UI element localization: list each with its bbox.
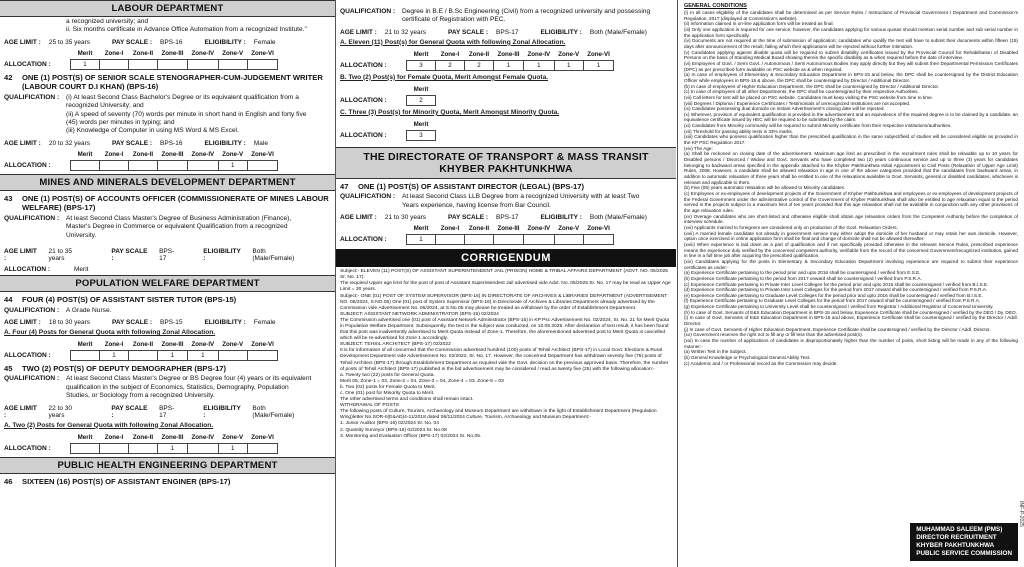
allocation-table-45: ALLOCATION : Merit Zone-I Zone-II Zone-III Zone-IV Zone-V Zone-VI 1 1 bbox=[4, 432, 331, 454]
zone-header: Zone-IV bbox=[191, 49, 215, 57]
zone-cell bbox=[188, 59, 219, 69]
zone-cell: 2 bbox=[465, 60, 494, 70]
post-42-qualification: QUALIFICATION : (i) At least Second Class Bachelor's Degree or its equivalent qualification from a recognized University; and (ii) A speed of seventy (70) words per minute in short hand in English and forty five (45) words per minutes in typing; and (iii) Knowledge of Computer in using MS Word & MS Excel. bbox=[4, 93, 307, 135]
zone-header: Zone-II bbox=[468, 225, 490, 233]
allocation-table-46b: ALLOCATION : Merit 2 bbox=[340, 84, 672, 106]
zone-cell: 1 bbox=[524, 60, 555, 70]
zone-cell bbox=[129, 443, 158, 453]
post-43-meta: AGE LIMIT : 21 to 35 years PAY SCALE : BPS-17 ELIGIBILITY : Both (Male/Female) bbox=[4, 248, 295, 263]
corrigendum-body: Subject:- ELEVEN (11) POST(S) OF ASSISTANT SUPERINTENDENT JAIL (PRISON) HOME & TRIBAL AFFAIRS DEPARTMENT (ADVT. NO. 05/2025 Sr. No. 17). The required Upper age limit for the post of post of Assistant Superintendent Jail advertised vide Advt. No. 05/2025 Sr. No. 17 may be read as Upper Age Limit = 30 years. Subject:- ONE (01) POST OF SYSTEM SUPERVISOR (BPS-16) IN DIRECTORATE OF ARCHIVES & LIBRARIES DEPARTMENT (ADVERTISEMENT NO. 06/2024, S.NO.05) One (01) post of System Supervisor (BPS-16) in Directorate of Archives & Libraries Department already advertised by the Commission vide Advertisement No. 06/2024, at S.No.05 may please be treated as withdrawn by the order of Establishment Department. SUBJECT: ASSISTANT NETWORK ADMINISTRATOR (BPS-15) 02/2024 The Commission advertised one (01) post of Assistant Network Administrator (BPS-15) in KP Psc Advertisement No. 02/2024, Sr. No. 21 for Merit Quota in Population Welfare Department. Subsequently, the test in the subject was conducted, on 10.09.2025. After declaration of test result, it has been found that this post was inadvertently advertised to Merit Quota instead of Zone-1. Therefore, the aforementioned advertised post to Merit Quota is cancelled which will be re-advertised for Zone 1 accordingly. SUBJECT: TEHSIL ARCHITECT (BPS-17) 02/2022 It is for information of all concerned that the Commission advertised hundred (100) posts of Tehsil Architect (BPS-17) in Local Govt. Elections & Rural Development Department vide Advertisement No. 02/2022, Sr. No. 17. However, the concerned Department has withdrawn seventy five (75) posts of Tehsil Architect (BPS-17) through Establishment Department as required vide the Govt. decision on the previous approved basis. Therefore, the number of posts of Tehsil Architect (BPS-17) published in the bid advertisement may be considered / read as twenty five (25) with the following allocation:- a. Twenty two (22) posts for General Quota. Merit 05, Zone-1 = 03, Zone-2 = 04, Zone-3 = 04, Zone-4 = 03, Zone-5 = 03 b. Two (02) posts for Female Quota to Merit. c. One (01) post for Minority Quota to Merit. The other advertised terms and conditions shall remain intact. WITHDRAWAL OF POSTS The following posts of Culture, Tourism, Archaeology and Museum Department are withdrawn in the light of Establishment Department (Regulation Wing)letter No.SOR-II(E&AD)4-11/2018 dated 06/11/2024 Culture, Tourism, Archaeology and Museum Department:- 1. Junior Auditor (BPS-16) 02/2024 Sr. No. 04 2. Quantity Surveyor (BPS-16) 02/2024 Sr. No.08 3. Monitoring and Evaluation Officer (BPS-17) 02/2024 Sr. No.05. bbox=[340, 269, 671, 439]
post-45-subquota: A. Two (2) Posts for General Quota with following Zonal Allocation. bbox=[4, 421, 214, 429]
zone-cell bbox=[247, 59, 278, 69]
zone-header: Zone-IV bbox=[191, 433, 215, 441]
zone-cell bbox=[218, 59, 247, 69]
zone-header: Zone-V bbox=[222, 340, 244, 348]
corrigendum-heading: CORRIGENDUM bbox=[336, 249, 676, 267]
post-45-meta: AGE LIMIT : 22 to 30 years PAY SCALE : BPS-17 ELIGIBILITY : Both (Male/Female) bbox=[4, 404, 295, 419]
zone-header: Zone-VI bbox=[587, 225, 610, 233]
zone-cell: 1 bbox=[71, 59, 100, 69]
zone-cell bbox=[436, 235, 465, 245]
zone-cell bbox=[494, 235, 524, 245]
zone-cell bbox=[129, 350, 158, 360]
zone-header: Zone-III bbox=[161, 150, 184, 158]
zone-cell bbox=[247, 160, 278, 170]
zone-cell: 1 bbox=[158, 350, 188, 360]
post-44-title: 44 FOUR (4) POST(S) OF ASSISTANT SISTER TUTOR (BPS-15) bbox=[4, 295, 237, 305]
zone-cell: 1 bbox=[188, 350, 219, 360]
zone-header: Zone-IV bbox=[191, 340, 215, 348]
post-47-meta: AGE LIMIT : 21 to 30 years PAY SCALE : BPS-17 ELIGIBILITY : Both (Male/Female) bbox=[340, 214, 647, 222]
zone-header: Zone-I bbox=[104, 433, 124, 441]
post-46-title: 46 SIXTEEN (16) POST(S) OF ASSISTANT ENGINER (BPS-17) bbox=[4, 476, 231, 486]
allocation-table-44: ALLOCATION : Merit Zone-I Zone-II Zone-III Zone-IV Zone-V Zone-VI 1 1 1 bbox=[4, 339, 331, 361]
zone-header: Merit bbox=[413, 225, 429, 233]
zone-cell: 2 bbox=[436, 60, 465, 70]
zone-cell bbox=[188, 160, 219, 170]
public-health-department-heading: PUBLIC HEALTH ENGINEERING DEPARTMENT bbox=[0, 457, 335, 474]
zone-header: Zone-IV bbox=[527, 50, 551, 58]
column-left bbox=[0, 0, 335, 567]
zone-cell bbox=[129, 59, 158, 69]
general-conditions-heading: GENERAL CONDITIONS bbox=[684, 3, 747, 9]
zone-header: Zone-I bbox=[440, 50, 460, 58]
zone-header: Zone-III bbox=[161, 340, 184, 348]
zone-header: Zone-I bbox=[440, 225, 460, 233]
zone-cell bbox=[71, 160, 100, 170]
post-46-meta: AGE LIMIT : 21 to 32 years PAY SCALE : BPS-17 ELIGIBILITY : Both (Male/Female) bbox=[340, 28, 647, 36]
transport-directorate-heading: THE DIRECTORATE OF TRANSPORT & MASS TRANSIT KHYBER PAKHTUNKHWA bbox=[336, 147, 676, 179]
mines-department-heading: MINES AND MINERALS DEVELOPMENT DEPARTMENT bbox=[0, 174, 335, 191]
post-47-qualification: QUALIFICATION : At least Second Class LLB Degree from a recognized University with at least Two Years experience, having license from Bar Council. bbox=[340, 193, 640, 209]
zone-cell bbox=[100, 443, 129, 453]
signature-block: MUHAMMAD SALEEM (PMS) DIRECTOR RECRUITMENT KHYBER PAKHTUNKHWA PUBLIC SERVICE COMMISSION bbox=[910, 523, 1018, 561]
zone-header: Zone-II bbox=[468, 50, 490, 58]
general-conditions-body: (i) In all cases eligibility of the candidates shall be determined as per Service Rules / Instructions of Provincial Government / Department and Commission's Regulation, 2017 (displayed at Commission's website). (ii) Information claimed in on-line application form will be treated as final. (iii) Only one application is required for one service; however, the candidates applying for various quotas should mention serial number and sub serial number in the application form specifically. (iv) Documents are not required at the time of submission of application; candidates who qualify the test will have to submit their documents within fifteen (15) days after announcement of the result, failing which their applications will be rejected without further intimation. (v) Candidates applying against disable quota will be required to submit disability certificates issued by the Provincial Council for Rehabilitation of Disabled Persons on the basis of Standing Medical Board showing therein the specific disability as & when required before the date of interview. (vi) Employees of Govt. / Semi Govt. / Autonomous / Semi Autonomous Bodies may apply directly but they will submit their Departmental Permission Certificates (DPC) as per prescribed form available on PSC website as & when required. (a) In case of employees of Elementary & Secondary Education Department in BPS-15 and below, the DPC shall be countersigned by the District Education Officer while employees in BPS-16 & above, the DPC shall be countersigned by Director / Additional Director. (b) In case of employees of Higher Education Department, the DPC shall be countersigned by Director / Additional Director. (c) In case of employees of all other Departments, the DPC shall be countersigned by their respective Authorities. (vii) Call letters for test will be placed on PSC website. Candidates must keep visiting the PSC website from time to time. (viii) Degrees / Diploma / Experience Certificates / Testimonials of unrecognized Institutions are not accepted. (ix) Candidates possessing dual domicile on instant Advertisement's closing date will be rejected. (x) Wherever, provision of equivalent qualification is provided in the advertisement and an equivalence of the required degree is to be claimed by a candidate, an equivalence certificate issued by HEC will be required to be submitted by the claim. (xi) Candidates from Minority community will be required to submit Minority certificate from their respective institutions/authorities. (xii) Threshold for passing ability tests is 33% marks. (xiii) Candidates who possess qualification higher than the prescribed qualification in the same subject/field of studies will be considered eligible as provided in the KP PSC Regulation 2017. (xiv) The Age: (a) Shall be reckoned on closing date of the advertisement. Maximum age limit as prescribed in the recruitment rules shall be relaxable up to 10 years for Disabled persons / Divorced / Widow and Govt. Servants who have completed two (2) years continuous service and up to three (3) years for candidates belonging to backward areas specified in the appendix attached to the Khyber Pakhtunkhwa Initial Appointment to Civil Posts (Relaxation of Upper Age Limit) Rules, 2008. However, a candidate shall be allowed relaxation in age in one of the above categories provided that the candidates from backward areas, in addition to automatic relaxation of three years shall be entitled to one of the relaxations available to Govt. Servants, general or disabled candidates, whichever is relevant and applicable to them. (b) Five (05) years automatic relaxation will be allowed to Minority candidates. (c) Employees or ex-employees of development projects of the Government of Khyber Pakhtunkhwa and employees or ex-employees of development projects of the Federal Government under the administrative control of the Government of Khyber Pakhtunkhwa shall also be entitled to age relaxation equal to the period served in the projects subject to a maximum limit of ten years provided that this age relaxation shall not be available in conjunction with any other provisions of the age relaxation rules. (xv) Overage candidates who are short-listed and otherwise eligible shall obtain age relaxation orders from the Competent Authority before the completion of interview schedule. (xvi) Applicants married to foreigners are considered only on production of the Govt. Relaxation Orders. (xvii) A married female candidate not already in government service may either adopt the domicile of her husband or may retain her own domicile. However, option once exercised in online application form shall be final and change of domicile shall not be allowed thereafter. (xviii) When experience is laid down as a part of qualification and if not specifically provided otherwise in the relevant Service Rules, prescribed experience means the experience duly verified by the concerned competent authority, verifiable from the record of the concerned Government/recognized institution, gained in line in a full time job after acquiring the prescribed qualification. (xix) Candidates applying for the posts in Elementary & Secondary Education Department involving experience are required to submit their experience certificates as under:- (a) Experience Certificate pertaining to the period prior and upto 2016 shall be countersigned / verified from E.S.E. (b) Experience Certificate pertaining to the period from 2017 onward shall be countersigned / verified from P.S.R.A. (c) Experience Certificate pertaining to Private Inter Level Colleges for the period prior and upto 2016 shall be countersigned / verified from B.I.S.E. (d) Experience Certificate pertaining to Private Inter Level Colleges for the period from 2017 onward shall be countersigned / verified from P.S.R.A. (e) Experience Certificate pertaining to Graduate Level Colleges for the period prior and upto 2016 shall be countersigned / verified from B.I.S.E. (f) Experience Certificate pertaining to Graduate Level Colleges for the period from 2017 onward shall be countersigned / verified from P.S.R.A. (g) Experience Certificate pertaining to University Level shall be countersigned / verified from Registrar / Additional Registrar of Concerned University. (h) In case of Govt. Servants of E&S Education Department in BPS-15 and below, Experience Certificate shall be countersigned / verified by the DEO / Dy. DEO. (i) In case of Govt. Servants of E&S Education Department in BPS-16 and above, Experience Certificate shall be countersigned / verified by the Director / Addl. Director. (j) In case of Govt. Servants of Higher Education Department, Experience Certificate shall be countersigned / verified by the Director / Addl. Director. (xx) Government reserves the right not to fill any or fill less than the advertised post(s). (xxi) In case the number of applications of candidates is disproportionately higher than the number of posts, short listing will be made in any of the following manner:- (a) Written Test in the Subject. (b) General Knowledge or Psychological General Ability Test. (c) Academic and / or Professional record as the Commission may decide. bbox=[684, 10, 1018, 366]
zone-header: Zone-V bbox=[558, 50, 580, 58]
zone-header: Zone-I bbox=[104, 49, 124, 57]
zone-cell: 1 bbox=[407, 235, 436, 245]
zone-header: Zone-VI bbox=[251, 433, 274, 441]
zone-cell bbox=[247, 443, 278, 453]
zone-header: Zone-III bbox=[161, 49, 184, 57]
zone-header: Zone-VI bbox=[251, 340, 274, 348]
zone-header: Zone-VI bbox=[251, 49, 274, 57]
zone-header: Zone-II bbox=[132, 433, 154, 441]
zone-header: Merit bbox=[77, 340, 93, 348]
post-44-subquota: A. Four (4) Posts for General Quota with following Zonal Allocation. bbox=[4, 328, 216, 336]
post-43-title: 43 ONE (1) POST(S) OF ACCOUNTS OFFICER (COMMISSIONERATE OF MINES LABOUR WELFARE) (BPS-17) bbox=[4, 193, 329, 213]
zone-cell bbox=[100, 160, 129, 170]
zone-header: Zone-III bbox=[497, 50, 520, 58]
zone-cell: 1 bbox=[583, 60, 614, 70]
column-right bbox=[678, 0, 1024, 567]
post-46-subquota-a: A. Eleven (11) Post(s) for General Quota with following Zonal Allocation. bbox=[340, 38, 566, 46]
post-45-qualification: QUALIFICATION : At least Second Class Master's Degree or BS Degree four (4) years or its equivalent qualification in the subject of Economics, Statistics, Demography, Population Studies, or Sociology from a recognized University. bbox=[4, 375, 312, 400]
post-46-qualification: QUALIFICATION : Degree in B.E / B.Sc Engineering (Civil) from a recognized university and possessing certificate of Registration with PEC. bbox=[340, 8, 651, 24]
zone-header: Zone-III bbox=[497, 225, 520, 233]
zone-header: Zone-VI bbox=[587, 50, 610, 58]
zone-cell bbox=[465, 235, 494, 245]
post-44-qualification: QUALIFICATION : A Grade Nurse. bbox=[4, 306, 112, 314]
population-department-heading: POPULATION WELFARE DEPARTMENT bbox=[0, 275, 335, 292]
allocation-table-42: ALLOCATION : Merit Zone-I Zone-II Zone-III Zone-IV Zone-V Zone-VI 1 bbox=[4, 149, 331, 171]
zone-header: Zone-I bbox=[104, 340, 124, 348]
post-45-title: 45 TWO (2) POST(S) OF DEPUTY DEMOGRAPHER (BPS-17) bbox=[4, 363, 227, 373]
zone-cell bbox=[583, 235, 614, 245]
zone-header: Zone-IV bbox=[191, 150, 215, 158]
zone-cell bbox=[554, 235, 583, 245]
zone-header: Zone-II bbox=[132, 49, 154, 57]
zone-cell bbox=[158, 160, 188, 170]
zone-header: Zone-V bbox=[222, 49, 244, 57]
allocation-table-41: ALLOCATION : Merit Zone-I Zone-II Zone-III Zone-IV Zone-V Zone-VI 1 bbox=[4, 48, 331, 70]
zone-table bbox=[70, 432, 278, 454]
post-42-meta: AGE LIMIT : 20 to 32 years PAY SCALE : BPS-16 ELIGIBILITY : Male bbox=[4, 139, 268, 147]
zone-cell: 1 bbox=[100, 350, 129, 360]
allocation-table-46a: ALLOCATION : Merit Zone-I Zone-II Zone-III Zone-IV Zone-V Zone-VI 3 2 2 1 1 1 1 bbox=[340, 49, 672, 71]
zone-header: Zone-V bbox=[222, 150, 244, 158]
post-46-subquota-b: B. Two (2) Post(s) for Female Quota, Merit Amongst Female Quota. bbox=[340, 73, 549, 81]
allocation-table-47: ALLOCATION : Merit Zone-I Zone-II Zone-III Zone-IV Zone-V Zone-VI 1 bbox=[340, 223, 672, 245]
zone-header: Zone-V bbox=[558, 225, 580, 233]
zone-cell: 1 bbox=[218, 160, 247, 170]
zone-table bbox=[406, 49, 614, 71]
zone-header: Merit bbox=[77, 150, 93, 158]
post-42-title: 42 ONE (1) POST(S) OF SENIOR SCALE STENOGRAPHER-CUM-JUDGEMENT WRITER (LABOUR COURT D.I KHAN) (BPS-16) bbox=[4, 72, 323, 92]
column-middle bbox=[336, 0, 676, 567]
zone-header: Merit bbox=[413, 50, 429, 58]
zone-cell bbox=[129, 160, 158, 170]
zone-cell bbox=[158, 59, 188, 69]
post-46-subquota-c: C. Three (3) Post(s) for Minority Quota, Merit Amongst Minority Quota. bbox=[340, 108, 560, 116]
qualification-continued: a recognized university; and ii. Six months certificate in Advance Office Automation from a recognized Institute." bbox=[66, 18, 307, 34]
zone-header: Zone-VI bbox=[251, 150, 274, 158]
zone-cell: 1 bbox=[554, 60, 583, 70]
zone-table bbox=[70, 339, 278, 361]
post-41-meta: AGE LIMIT : 25 to 35 years PAY SCALE : BPS-16 ELIGIBILITY : Female bbox=[4, 38, 276, 46]
zone-table bbox=[70, 48, 278, 70]
post-44-meta: AGE LIMIT : 18 to 30 years PAY SCALE : BPS-15 ELIGIBILITY : Female bbox=[4, 318, 276, 326]
zone-header: Merit bbox=[77, 433, 93, 441]
zone-cell bbox=[218, 350, 247, 360]
zone-cell bbox=[247, 350, 278, 360]
zone-header: Zone-IV bbox=[527, 225, 551, 233]
allocation-table-46c: ALLOCATION : Merit 3 bbox=[340, 119, 672, 141]
zone-header: Zone-III bbox=[161, 433, 184, 441]
zone-cell: 1 bbox=[494, 60, 524, 70]
zone-header: Zone-V bbox=[222, 433, 244, 441]
zone-header: Zone-I bbox=[104, 150, 124, 158]
post-43-qualification: QUALIFICATION : At least Second Class Master's Degree of Business Administration (Finance), Master's Degree in Commerce or equivalent Qualification from a recognized University. bbox=[4, 214, 292, 239]
post-47-title: 47 ONE (1) POST(S) OF ASSISTANT DIRECTOR (LEGAL) (BPS-17) bbox=[340, 181, 584, 191]
zone-cell bbox=[71, 350, 100, 360]
zone-cell bbox=[100, 59, 129, 69]
post-43-allocation: ALLOCATION : Merit bbox=[4, 266, 89, 274]
zone-cell bbox=[524, 235, 555, 245]
zone-table bbox=[406, 223, 614, 245]
zone-table bbox=[70, 149, 278, 171]
zone-cell: 1 bbox=[158, 443, 188, 453]
zone-cell: 1 bbox=[218, 443, 247, 453]
zone-cell bbox=[188, 443, 219, 453]
government-code: INF-P-2025 bbox=[1018, 501, 1024, 527]
labour-department-heading: LABOUR DEPARTMENT bbox=[0, 0, 335, 17]
zone-header: Merit bbox=[77, 49, 93, 57]
zone-cell bbox=[71, 443, 100, 453]
zone-header: Zone-II bbox=[132, 340, 154, 348]
zone-header: Zone-II bbox=[132, 150, 154, 158]
zone-cell: 3 bbox=[407, 60, 436, 70]
